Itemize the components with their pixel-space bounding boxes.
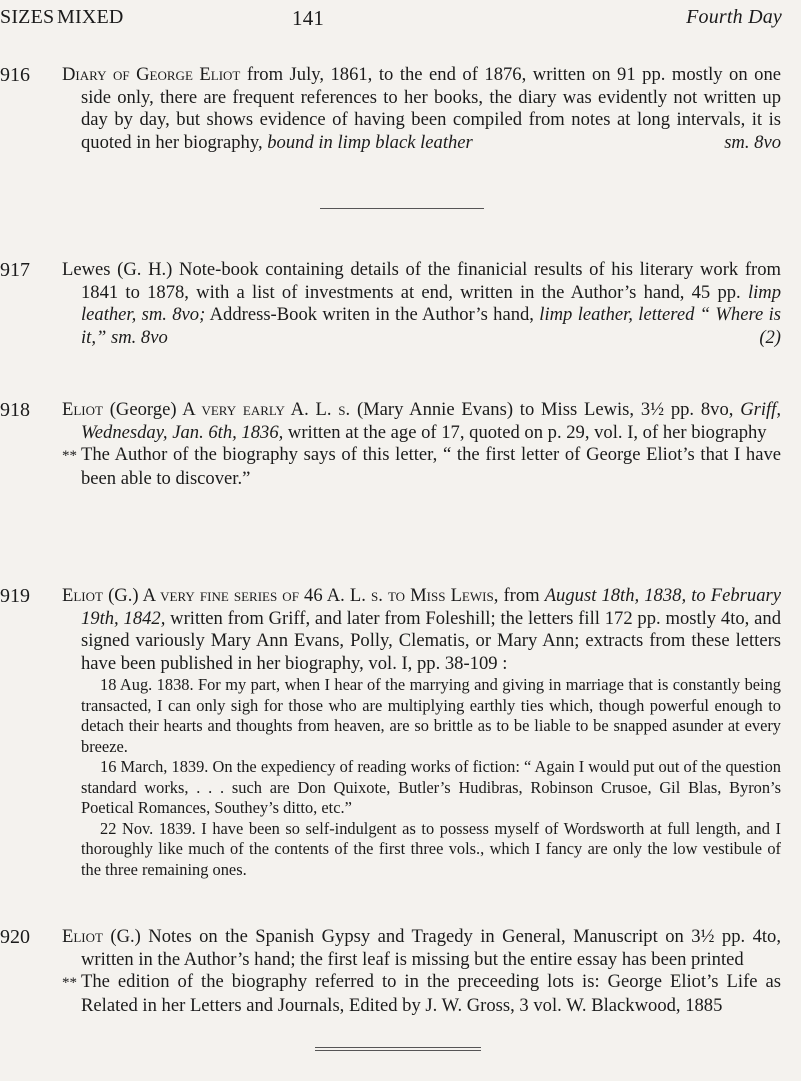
lot-lead: Eliot — [62, 585, 103, 606]
lot-italic-a: August 18th, 1838, to February 19th, 1842, — [81, 585, 781, 629]
lot-italic-a: Griff, Wednesday, Jan. 6th, 1836, — [81, 399, 781, 443]
lot-text-b: (Mary Annie Evans) to Miss Lewis, 3½ pp. 8vo, — [350, 399, 741, 420]
lot-text-a: (G.) Notes on the Spanish Gypsy and Tragedy in General, Manuscript on 3½ pp. 4to, written in the Author’s hand; the first leaf is missing but the entire essay has been printed — [81, 926, 781, 970]
lot-caps-a: very early A. L. s. — [201, 399, 351, 420]
lot-description — [62, 399, 781, 490]
note-stars: ** — [62, 975, 77, 991]
lot-lead: Eliot — [62, 926, 103, 947]
lot-text-c: written from Griff, and later from Foleshill; the letters fill 172 pp. mostly 4to, and signed variously Mary Ann Evans, Polly, Clematis, or Mary Ann; extracts from these letters have been published in her biography, vol. I, pp. 38-109 : — [81, 607, 781, 674]
note-text: The Author of the biography says of this letter, “ the first letter of George Eliot’s that I have been able to discover.” — [81, 444, 781, 489]
separator-rule — [315, 1050, 481, 1051]
separator-rule — [320, 208, 484, 209]
lot-text-c: written at the age of 17, quoted on p. 29, vol. I, of her biography — [283, 421, 767, 443]
header-sizes: SIZES — [0, 6, 55, 28]
lot-binding-b: limp leather, lettered “ Where is it,” sm. 8vo — [81, 304, 781, 348]
lot-caps-a: very fine series of 46 A. L. s. to Miss Lewis, — [160, 585, 499, 606]
lot-text-a: (George) A — [102, 399, 202, 420]
header-mixed: MIXED — [57, 6, 124, 28]
lot-size: sm. 8vo — [724, 131, 781, 153]
lot-text-b: Address-Book writen in the Author’s hand, — [205, 304, 540, 325]
lot-note — [62, 444, 781, 490]
lot-description — [62, 585, 781, 880]
lot-binding: bound in limp black leather — [267, 131, 473, 153]
quote-paragraph: 18 Aug. 1838. For my part, when I hear of the marrying and giving in marriage that is constantly being transacted, I can only sigh for those who are multiplying earthly ties which, though powerful enough to detach their hearts and thoughts from heaven, are so brittle as to be liable to be snapped asunder at every breeze. — [81, 675, 781, 756]
page-number: 141 — [292, 6, 325, 30]
separator-rule — [315, 1047, 481, 1048]
page-header — [0, 6, 801, 36]
lot-description — [62, 259, 781, 349]
lot-lead: Diary of George Eliot — [62, 64, 241, 85]
lot-count: (2) — [759, 326, 781, 348]
header-day: Fourth Day — [686, 6, 782, 28]
lot-note — [62, 971, 781, 1017]
lot-text-b: from — [498, 585, 545, 606]
lot-number: 920 — [0, 926, 30, 948]
lot-number: 918 — [0, 399, 30, 421]
lot-lead: Eliot — [62, 399, 103, 420]
lot-quotes — [62, 675, 781, 880]
lot-number: 916 — [0, 64, 30, 86]
lot-number: 919 — [0, 585, 30, 607]
note-stars: ** — [62, 448, 77, 464]
lot-number: 917 — [0, 259, 30, 281]
lot-description — [62, 926, 781, 1017]
quote-paragraph: 16 March, 1839. On the expediency of reading works of fiction: “ Again I would put out of the question standard works, . . . such are Don Quixote, Butler’s Hudibras, Robinson Crusoe, Gil Blas, Byron’s Poetical Romances, Southey’s ditto, etc.” — [81, 757, 781, 817]
lot-binding-a: limp leather, sm. 8vo; — [81, 281, 781, 325]
lot-description — [62, 64, 781, 154]
lot-text-a: Lewes (G. H.) Note-book containing details of the finanicial results of his literary work from 1841 to 1878, with a list of investments at end, written in the Author’s hand, 45 pp. — [62, 259, 781, 303]
lot-text: from July, 1861, to the end of 1876, written on 91 pp. mostly on one side only, there are frequent references to her books, the diary was evidently not written up day by day, but shows evidence of having been compiled from notes at long intervals, it is quoted in her biography, — [81, 64, 782, 153]
note-text: The edition of the biography referred to in the preceeding lots is: George Eliot’s Life as Related in her Letters and Journals, Edited by J. W. Gross, 3 vol. W. Blackwood, 1885 — [81, 971, 781, 1016]
lot-text-a: (G.) A — [102, 585, 161, 606]
quote-paragraph: 22 Nov. 1839. I have been so self-indulgent as to possess myself of Wordsworth at full length, and I thoroughly like much of the contents of the first three vols., which I fancy are only the low vestibule of the three remaining ones. — [81, 818, 781, 879]
